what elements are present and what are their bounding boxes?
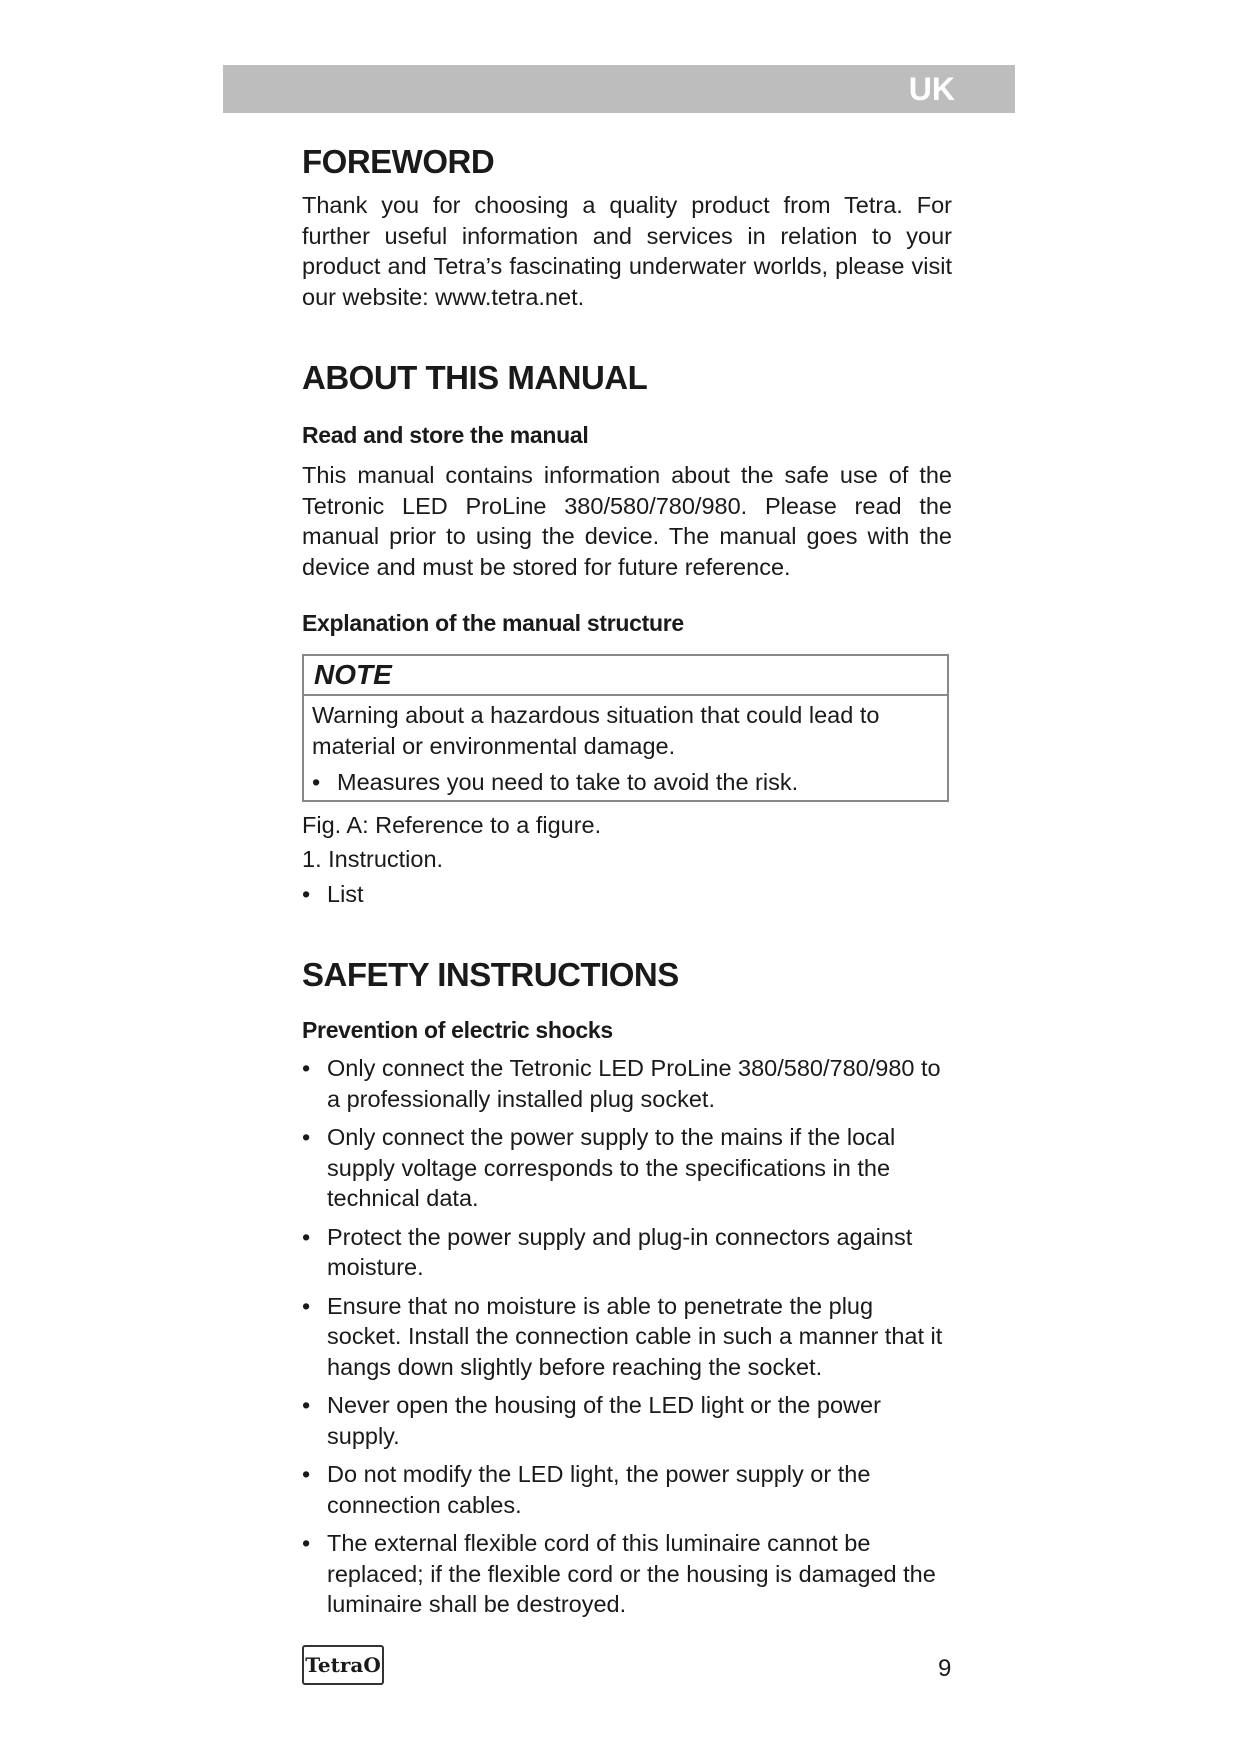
note-bullet-text: Measures you need to take to avoid the risk. — [337, 769, 799, 795]
list-example-text: List — [327, 880, 364, 907]
note-bullet — [312, 767, 939, 798]
page-content — [302, 140, 952, 1628]
list-item — [302, 1053, 952, 1114]
bullet-icon: • — [302, 1124, 311, 1150]
list-example — [302, 879, 952, 910]
bullet-icon: • — [302, 1530, 311, 1556]
list-item — [302, 1122, 952, 1214]
read-text: This manual contains information about the safe use of the Tetronic LED ProLine 380/580/780/980. Please read the manual prior to using the device. The manual goes with the device and must be stored for future reference. — [302, 462, 952, 580]
fig-reference: Fig. A: Reference to a figure. — [302, 811, 602, 838]
safety-item-text: Only connect the power supply to the mains if the local supply voltage corresponds to the specifications in the technical data. — [327, 1124, 896, 1211]
structure-heading: Explanation of the manual structure — [302, 610, 684, 636]
list-item — [302, 1459, 952, 1520]
about-title: ABOUT THIS MANUAL — [302, 359, 648, 396]
bullet-icon: • — [302, 880, 311, 907]
foreword-title: FOREWORD — [302, 143, 495, 180]
tetra-logo — [302, 1645, 384, 1685]
read-heading: Read and store the manual — [302, 422, 589, 448]
note-body — [304, 696, 947, 800]
list-item — [302, 1291, 952, 1383]
safety-item-text: Ensure that no moisture is able to penetrate the plug socket. Install the connection cable in such a manner that it hangs down slightly before reaching the socket. — [327, 1292, 943, 1380]
list-item — [302, 1390, 952, 1451]
list-item — [302, 1528, 952, 1620]
foreword-text: Thank you for choosing a quality product from Tetra. For further useful information and services in relation to your product and Tetra’s fascinating underwater worlds, please visit our website: www.tetra.net. — [302, 192, 952, 310]
list-item — [302, 1222, 952, 1283]
tetra-logo-text: TetraO — [305, 1653, 381, 1677]
note-text: Warning about a hazardous situation that could lead to material or environmental damage. — [312, 702, 880, 759]
language-bar — [223, 65, 1015, 113]
instruction-example: 1. Instruction. — [302, 846, 444, 872]
safety-title: SAFETY INSTRUCTIONS — [302, 956, 679, 993]
safety-item-text: Do not modify the LED light, the power supply or the connection cables. — [327, 1461, 871, 1518]
language-label: UK — [908, 71, 955, 107]
safety-list — [302, 1053, 952, 1620]
bullet-icon: • — [302, 1461, 311, 1487]
safety-item-text: Never open the housing of the LED light or the power supply. — [327, 1392, 881, 1449]
safety-item-text: Protect the power supply and plug-in connectors against moisture. — [327, 1223, 913, 1280]
safety-item-text: Only connect the Tetronic LED ProLine 380/580/780/980 to a professionally installed plug socket. — [327, 1055, 941, 1112]
safety-subheading: Prevention of electric shocks — [302, 1017, 613, 1043]
note-label: NOTE — [304, 656, 947, 696]
bullet-icon: • — [302, 1292, 311, 1319]
safety-item-text: The external flexible cord of this luminaire cannot be replaced; if the flexible cord or the housing is damaged the luminaire shall be destroyed. — [327, 1530, 936, 1617]
note-box — [302, 654, 949, 802]
bullet-icon: • — [302, 1392, 311, 1418]
bullet-icon: • — [302, 1223, 311, 1250]
page-number: 9 — [938, 1655, 952, 1682]
bullet-icon: • — [312, 769, 321, 795]
bullet-icon: • — [302, 1055, 311, 1081]
